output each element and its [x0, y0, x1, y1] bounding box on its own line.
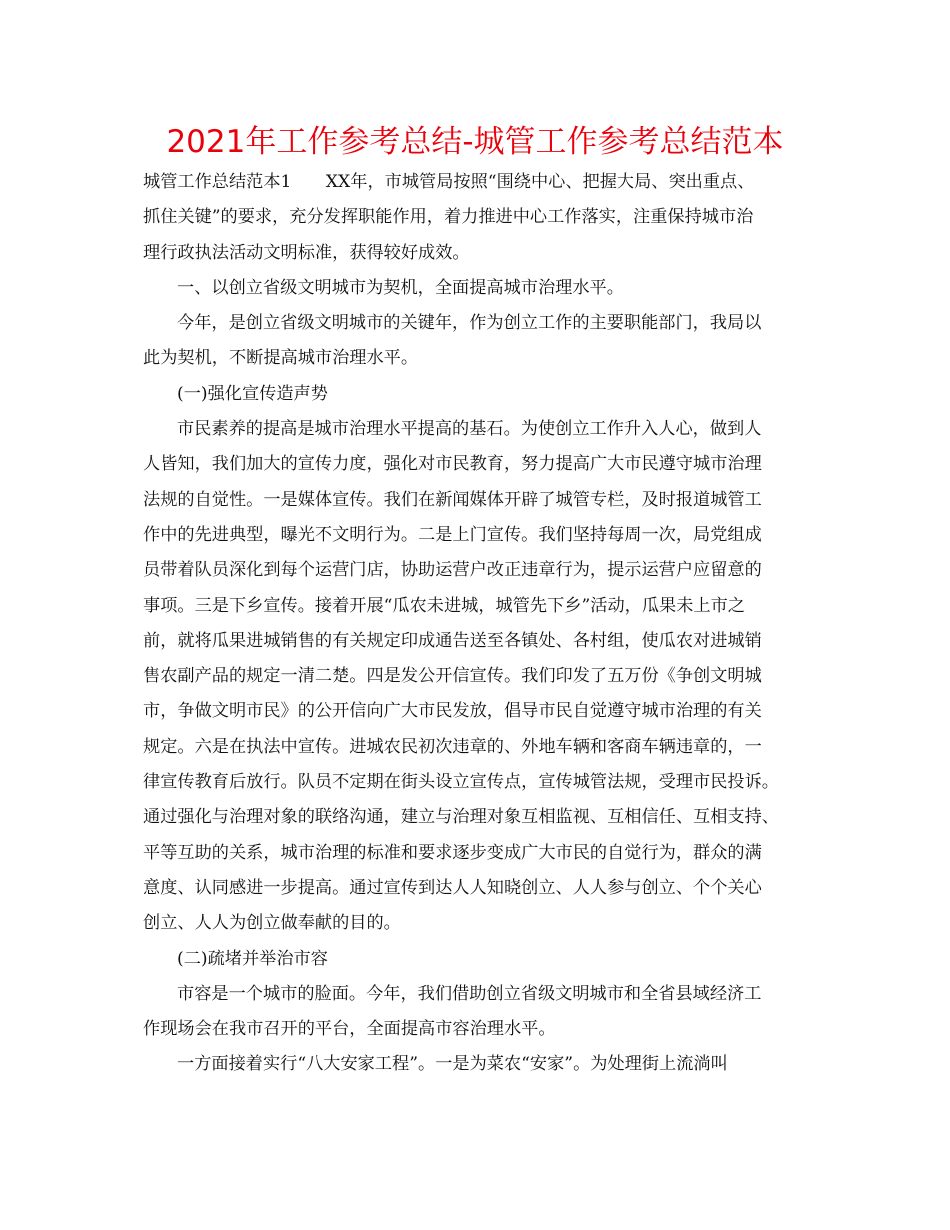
paragraph-line: 规定。六是在执法中宣传。进城农民初次违章的、外地车辆和客商车辆违章的，一	[143, 736, 762, 757]
paragraph-line: 前，就将瓜果进城销售的有关规定印成通告送至各镇处、各村组，使瓜农对进城销	[143, 630, 762, 651]
document-title: 2021年工作参考总结-城管工作参考总结范本	[166, 124, 784, 160]
section-heading: 一、以创立省级文明城市为契机，全面提高城市治理水平。	[177, 277, 624, 298]
paragraph-line: 今年，是创立省级文明城市的关键年，作为创立工作的主要职能部门，我局以	[177, 313, 762, 334]
paragraph-line: 作现场会在我市召开的平台，全面提高市容治理水平。	[143, 1019, 556, 1040]
paragraph-line: 意度、认同感进一步提高。通过宣传到达人人知晓创立、人人参与创立、个个关心	[143, 877, 762, 898]
paragraph-line: 律宣传教育后放行。队员不定期在街头设立宣传点，宣传城管法规，受理市民投诉。	[143, 772, 779, 793]
document-body	[143, 165, 833, 1083]
paragraph-line: 市容是一个城市的脸面。今年，我们借助创立省级文明城市和全省县域经济工	[177, 983, 762, 1004]
subsection-heading: (二)疏堵并举治市容	[177, 948, 328, 969]
paragraph-line: 市，争做文明市民》的公开信向广大市民发放，倡导市民自觉遵守城市治理的有关	[143, 701, 762, 722]
paragraph-line: 事项。三是下乡宣传。接着开展“瓜农未进城，城管先下乡”活动，瓜果未上市之	[143, 595, 745, 616]
paragraph-line: 通过强化与治理对象的联络沟通，建立与治理对象互相监视、互相信任、互相支持、	[143, 807, 779, 828]
paragraph-line: 平等互助的关系，城市治理的标准和要求逐步变成广大市民的自觉行为，群众的满	[143, 842, 762, 863]
paragraph-line: 城管工作总结范本1 XX年，市城管局按照“围绕中心、把握大局、突出重点、	[143, 172, 755, 192]
paragraph-line: 作中的先进典型，曝光不文明行为。二是上门宣传。我们坚持每周一次，局党组成	[143, 524, 762, 545]
paragraph-line: 人皆知，我们加大的宣传力度，强化对市民教育，努力提高广大市民遵守城市治理	[143, 454, 762, 475]
paragraph-line: 员带着队员深化到每个运营门店，协助运营户改正违章行为，提示运营户应留意的	[143, 560, 762, 581]
paragraph-line: 抓住关键”的要求，充分发挥职能作用，着力推进中心工作落实，注重保持城市治	[143, 207, 754, 228]
paragraph-line: 市民素养的提高是城市治理水平提高的基石。为使创立工作升入人心，做到人	[177, 419, 762, 440]
paragraph-line: 此为契机，不断提高城市治理水平。	[143, 348, 419, 369]
paragraph-line: 售农副产品的规定一清二楚。四是发公开信宣传。我们印发了五万份《争创文明城	[143, 666, 762, 687]
paragraph-line: 一方面接着实行“八大安家工程”。一是为菜农“安家”。为处理街上流淌叫	[177, 1054, 728, 1075]
subsection-heading: (一)强化宣传造声势	[177, 383, 328, 404]
paragraph-line: 创立、人人为创立做奉献的目的。	[143, 913, 401, 934]
paragraph-line: 理行政执法活动文明标准，获得较好成效。	[143, 242, 470, 263]
paragraph-line: 法规的自觉性。一是媒体宣传。我们在新闻媒体开辟了城管专栏，及时报道城管工	[143, 489, 762, 510]
